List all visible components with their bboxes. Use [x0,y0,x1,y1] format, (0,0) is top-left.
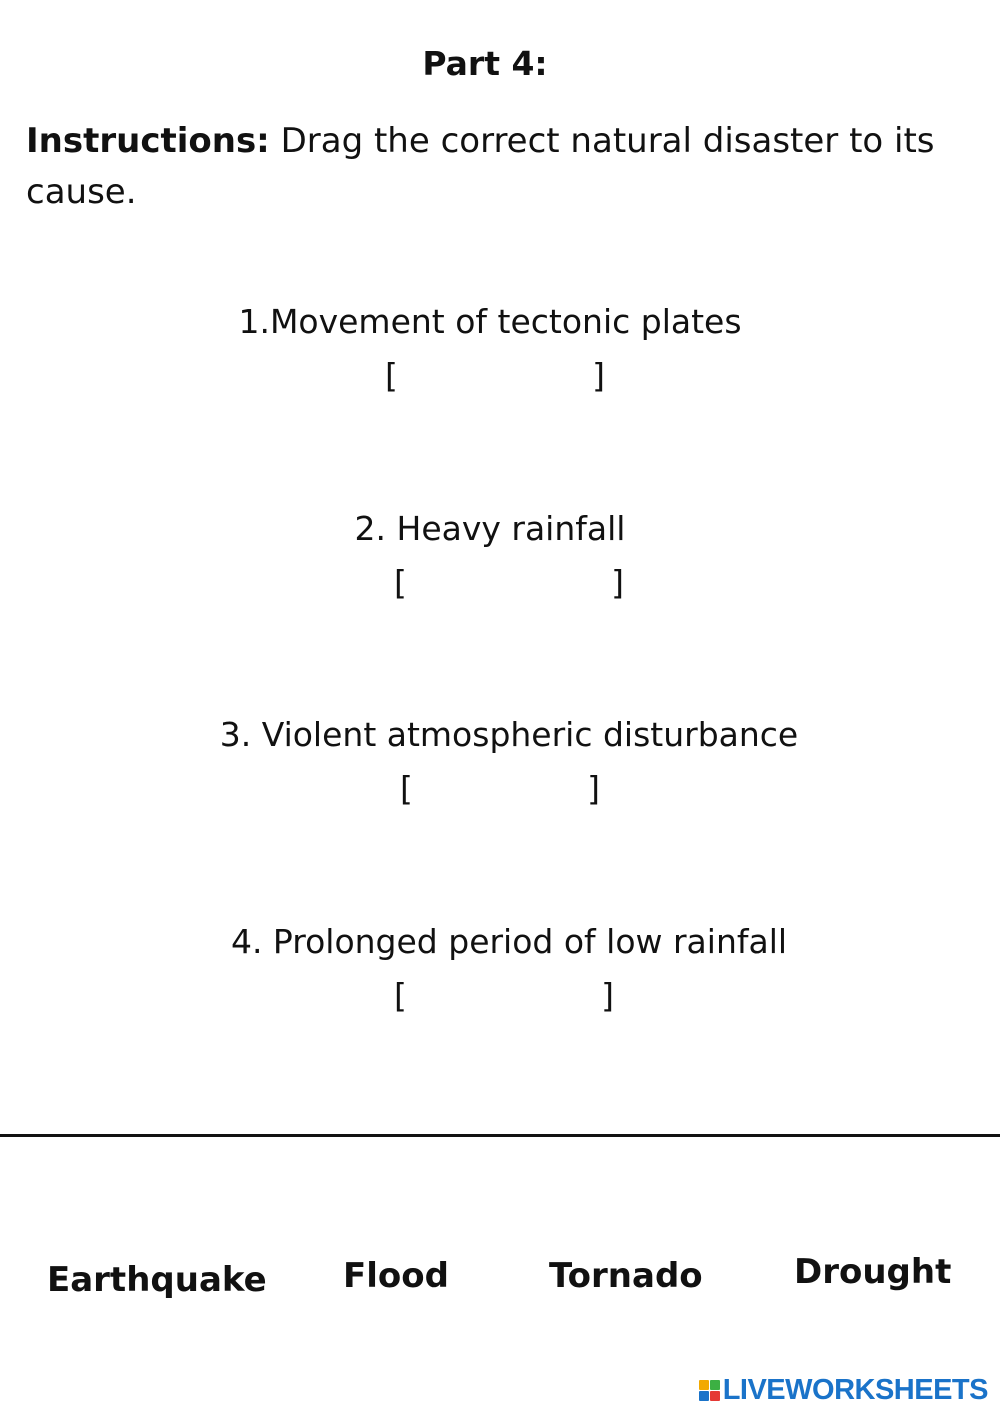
word-flood[interactable]: Flood [343,1256,449,1296]
question-3: 3. Violent atmospheric disturbance [219,715,799,754]
drop-slot-1[interactable] [385,356,605,400]
logo-square [710,1391,720,1401]
liveworksheets-logo-icon [699,1380,720,1401]
logo-square [699,1391,709,1401]
word-earthquake[interactable]: Earthquake [47,1260,267,1300]
word-tornado[interactable]: Tornado [549,1256,703,1296]
slot-close-bracket: ] [611,563,624,602]
word-drought[interactable]: Drought [794,1252,952,1292]
logo-square [699,1380,709,1390]
slot-close-bracket: ] [592,356,605,395]
instructions [26,116,956,218]
question-1: 1.Movement of tectonic plates [238,302,742,341]
slot-close-bracket: ] [587,769,600,808]
drop-slot-3[interactable] [400,769,600,813]
drop-slot-2[interactable] [394,563,624,607]
brand-name: LIVEWORKSHEETS [722,1374,988,1406]
divider [0,1134,1000,1137]
slot-open-bracket: [ [385,356,398,395]
brand [699,1374,988,1407]
slot-open-bracket: [ [400,769,413,808]
slot-open-bracket: [ [394,976,407,1015]
logo-square [710,1380,720,1390]
instructions-label: Instructions: [26,121,270,161]
slot-open-bracket: [ [394,563,407,602]
question-4: 4. Prolonged period of low rainfall [230,922,788,961]
question-2: 2. Heavy rainfall [354,509,626,548]
page-title: Part 4: [422,44,548,83]
slot-close-bracket: ] [601,976,614,1015]
instructions-text: Drag the correct natural disaster to its cause. [26,121,935,212]
drop-slot-4[interactable] [394,976,614,1020]
